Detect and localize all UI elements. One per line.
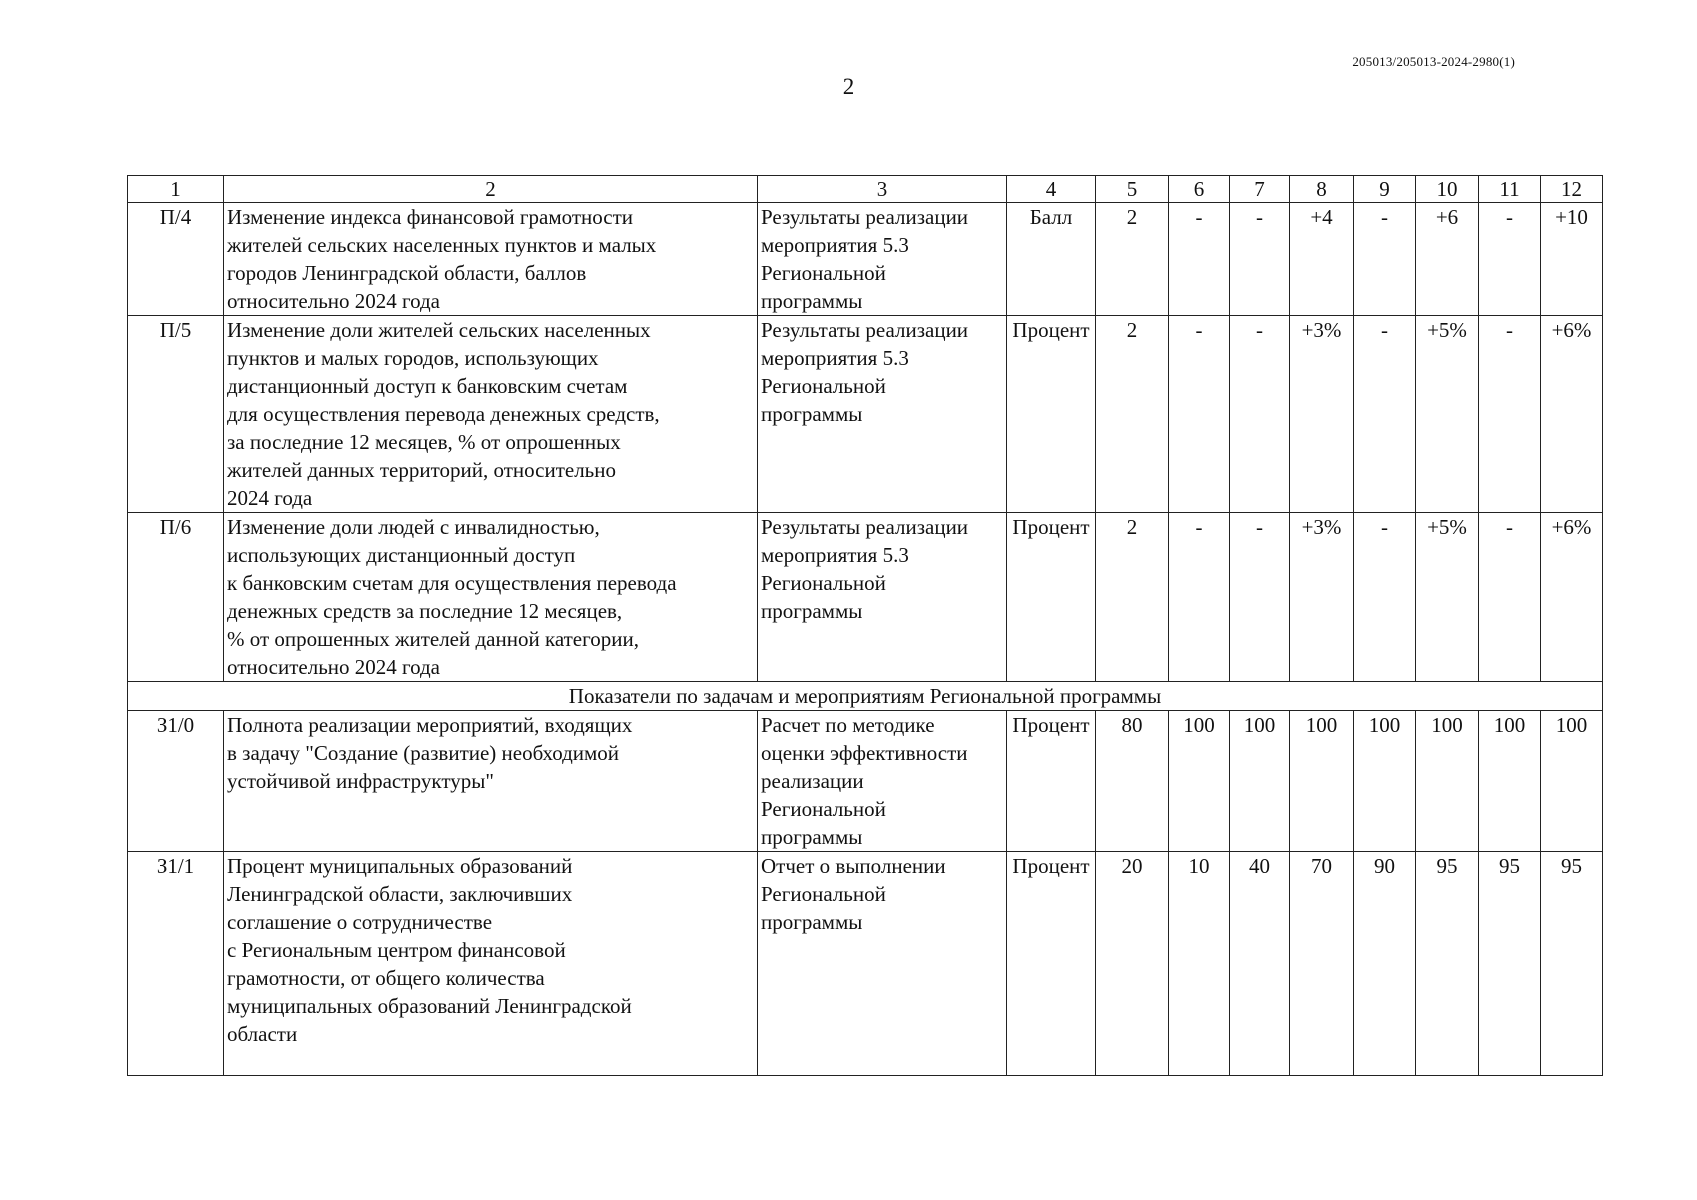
indicator-value: 10: [1169, 852, 1230, 1076]
unit-of-measure: Процент: [1007, 711, 1096, 852]
source-line: Региональной: [761, 374, 886, 398]
description-line: городов Ленинградской области, баллов: [227, 261, 587, 285]
indicator-code: П/5: [128, 316, 224, 513]
indicator-value: +3%: [1290, 316, 1354, 513]
indicator-value: -: [1169, 513, 1230, 682]
indicator-value: -: [1354, 316, 1416, 513]
indicator-value: +5%: [1416, 316, 1479, 513]
indicator-value: 100: [1230, 711, 1290, 852]
indicator-code: З1/0: [128, 711, 224, 852]
column-number: 11: [1479, 176, 1541, 203]
indicator-value: 80: [1096, 711, 1169, 852]
source-line: Расчет по методике: [761, 713, 935, 737]
indicator-value: 2: [1096, 203, 1169, 316]
indicator-value: 20: [1096, 852, 1169, 1076]
indicator-value: -: [1230, 513, 1290, 682]
description-line: к банковским счетам для осуществления перевода: [227, 571, 677, 595]
indicator-value: 2: [1096, 316, 1169, 513]
source-line: Региональной: [761, 797, 886, 821]
data-source: [758, 513, 1007, 682]
unit-of-measure: Балл: [1007, 203, 1096, 316]
indicator-value: 100: [1354, 711, 1416, 852]
table-row: [128, 513, 1603, 682]
source-line: Региональной: [761, 261, 886, 285]
description-line: 2024 года: [227, 486, 313, 510]
indicator-value: -: [1479, 316, 1541, 513]
indicator-value: +5%: [1416, 513, 1479, 682]
description-line: жителей сельских населенных пунктов и малых: [227, 233, 657, 257]
source-line: программы: [761, 289, 863, 313]
data-source: [758, 711, 1007, 852]
source-line: оценки эффективности: [761, 741, 968, 765]
table-row: [128, 852, 1603, 1076]
indicator-description: [224, 711, 758, 852]
indicator-value: +3%: [1290, 513, 1354, 682]
source-line: Результаты реализации: [761, 515, 969, 539]
description-line: дистанционный доступ к банковским счетам: [227, 374, 628, 398]
data-source: [758, 203, 1007, 316]
indicator-value: +10: [1541, 203, 1603, 316]
indicator-description: [224, 203, 758, 316]
column-number: 5: [1096, 176, 1169, 203]
document-id: 205013/205013-2024-2980(1): [1352, 54, 1515, 69]
indicator-value: 100: [1479, 711, 1541, 852]
data-source: [758, 852, 1007, 1076]
source-line: Результаты реализации: [761, 205, 969, 229]
source-line: Отчет о выполнении: [761, 854, 946, 878]
description-line: грамотности, от общего количества: [227, 966, 545, 990]
unit-of-measure: Процент: [1007, 852, 1096, 1076]
description-line: Полнота реализации мероприятий, входящих: [227, 713, 633, 737]
indicator-description: [224, 852, 758, 1076]
section-title: Показатели по задачам и мероприятиям Региональной программы: [128, 682, 1603, 711]
indicator-code: П/4: [128, 203, 224, 316]
column-number: 7: [1230, 176, 1290, 203]
description-line: пунктов и малых городов, использующих: [227, 346, 599, 370]
description-line: денежных средств за последние 12 месяцев,: [227, 599, 623, 623]
description-line: устойчивой инфраструктуры": [227, 769, 494, 793]
description-line: жителей данных территорий, относительно: [227, 458, 617, 482]
column-number: 12: [1541, 176, 1603, 203]
indicator-value: 70: [1290, 852, 1354, 1076]
indicator-value: 95: [1541, 852, 1603, 1076]
table-row: [128, 711, 1603, 852]
source-line: Результаты реализации: [761, 318, 969, 342]
column-number-row: [128, 176, 1603, 203]
indicator-value: 95: [1416, 852, 1479, 1076]
unit-of-measure: Процент: [1007, 316, 1096, 513]
page-number: 2: [842, 74, 855, 99]
indicator-description: [224, 513, 758, 682]
source-line: программы: [761, 599, 863, 623]
description-line: в задачу "Создание (развитие) необходимой: [227, 741, 620, 765]
description-line: области: [227, 1022, 298, 1046]
description-line: с Региональным центром финансовой: [227, 938, 566, 962]
source-line: мероприятия 5.3: [761, 233, 909, 257]
table-row: [128, 316, 1603, 513]
description-line: муниципальных образований Ленинградской: [227, 994, 632, 1018]
indicator-value: 2: [1096, 513, 1169, 682]
unit-of-measure: Процент: [1007, 513, 1096, 682]
description-line: Изменение доли жителей сельских населенных: [227, 318, 651, 342]
source-line: Региональной: [761, 882, 886, 906]
indicators-table: [127, 175, 1603, 1076]
source-line: Региональной: [761, 571, 886, 595]
indicator-value: -: [1230, 203, 1290, 316]
indicator-value: +6%: [1541, 513, 1603, 682]
column-number: 2: [224, 176, 758, 203]
section-row: [128, 682, 1603, 711]
description-line: использующих дистанционный доступ: [227, 543, 576, 567]
description-line: Процент муниципальных образований: [227, 854, 573, 878]
description-line: относительно 2024 года: [227, 289, 441, 313]
indicator-description: [224, 316, 758, 513]
column-number: 1: [128, 176, 224, 203]
source-line: реализации: [761, 769, 864, 793]
description-line: Ленинградской области, заключивших: [227, 882, 573, 906]
indicator-value: -: [1354, 513, 1416, 682]
indicator-value: 100: [1541, 711, 1603, 852]
description-line: соглашение о сотрудничестве: [227, 910, 493, 934]
indicator-value: 40: [1230, 852, 1290, 1076]
indicator-value: +6%: [1541, 316, 1603, 513]
source-line: программы: [761, 910, 863, 934]
source-line: мероприятия 5.3: [761, 543, 909, 567]
indicator-code: П/6: [128, 513, 224, 682]
description-line: за последние 12 месяцев, % от опрошенных: [227, 430, 621, 454]
indicator-value: 100: [1169, 711, 1230, 852]
indicator-value: -: [1169, 203, 1230, 316]
table-row: [128, 203, 1603, 316]
indicator-value: +6: [1416, 203, 1479, 316]
indicator-value: -: [1479, 203, 1541, 316]
description-line: % от опрошенных жителей данной категории,: [227, 627, 639, 651]
indicator-code: З1/1: [128, 852, 224, 1076]
data-source: [758, 316, 1007, 513]
source-line: программы: [761, 825, 863, 849]
description-line: относительно 2024 года: [227, 655, 441, 679]
column-number: 6: [1169, 176, 1230, 203]
indicator-value: 100: [1416, 711, 1479, 852]
source-line: мероприятия 5.3: [761, 346, 909, 370]
indicator-value: -: [1169, 316, 1230, 513]
column-number: 3: [758, 176, 1007, 203]
indicator-value: -: [1354, 203, 1416, 316]
description-line: Изменение доли людей с инвалидностью,: [227, 515, 600, 539]
column-number: 8: [1290, 176, 1354, 203]
indicator-value: 100: [1290, 711, 1354, 852]
source-line: программы: [761, 402, 863, 426]
description-line: Изменение индекса финансовой грамотности: [227, 205, 634, 229]
indicator-value: 95: [1479, 852, 1541, 1076]
indicator-value: 90: [1354, 852, 1416, 1076]
description-line: для осуществления перевода денежных средств,: [227, 402, 660, 426]
indicator-value: -: [1479, 513, 1541, 682]
column-number: 4: [1007, 176, 1096, 203]
column-number: 9: [1354, 176, 1416, 203]
column-number: 10: [1416, 176, 1479, 203]
indicator-value: +4: [1290, 203, 1354, 316]
indicator-value: -: [1230, 316, 1290, 513]
